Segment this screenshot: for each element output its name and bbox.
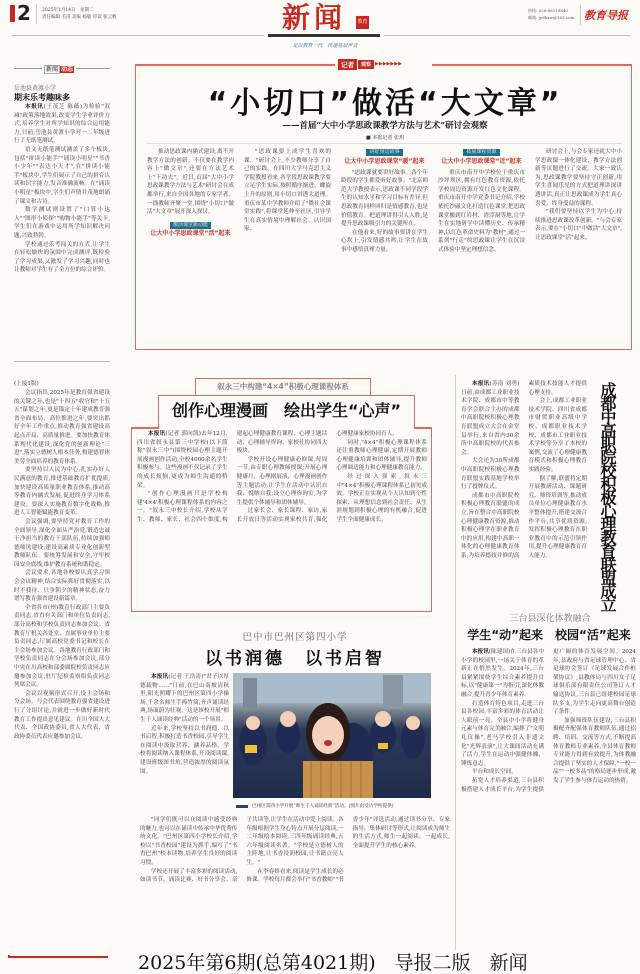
section-subhead	[341, 148, 428, 166]
paragraph: 过家长会、家长课程、家访,家长开放日等活动实现家校共育,强化心理健康家校协同育人。	[236, 431, 398, 523]
paper-logo: 教育导报	[584, 9, 628, 22]
paragraph: 会上,成都工业职业技术学院、四川省成都市财贸职业高级中学校、成都职业技术学校、成都市工业职业技术学校等分享了本校的案例,交流了心理健康教育模式和积极心理教育实践经验。	[528, 398, 587, 473]
paragraph: 近年来,学校坚持以书润德、以书启智,积极打造书香校园,引导学生在阅读中汲取营养、涵养品格。学校将阅读纳入课程体系,开设阅读课,建设班级图书角,营造浓厚的阅读氛围。	[140, 725, 229, 775]
paragraph: "思政课就要讲好故事。各个年龄段的学生都爱听好故事。"北京师范大学教授表示,思政课不同学段学生的认知水平和学习目标有差异,但思政教育同样回归是情感教育,也是价值教育。把道理讲得引人入胜,是提升思政课吸引力的关键所在。	[341, 169, 428, 228]
bazhong-body	[140, 816, 450, 948]
paragraph: 本报讯(陈建国)在三台县各中小学的校园里,一场关于体育的革新正在悄然发生。2024年,三台县紧紧围绕学生综合素养提升目标,以"健康第一"为指引,深化体教融合,提升青少年体育素养。	[461, 649, 544, 698]
students-reading-illustration	[233, 673, 431, 798]
paragraph: 加强师资队伍建设,三台县积极配齐配强体育教师队伍,通过招聘、培训、交流等方式,不断提高体育教师专业素养,全县体育教师专业能力得到有效提升,为体教融合提供了坚实的人才保障,"一校一品""一校多品"的格局逐步形成,激发了学生参与体育运动的热情。	[553, 717, 636, 784]
xuyong-headline: 创作心理漫画 绘出学生“心声”	[171, 401, 402, 420]
feature-top-rule-right	[432, 64, 632, 66]
brief-body	[14, 103, 110, 358]
santai-kicker: 三台县深化体教融合	[509, 614, 591, 624]
paragraph: 学校开设心理健康必修课,每周一节,由专职心理教师授课;开展心理健康月、心理剧展演、心理漫画创作等主题活动,让学生在活动中认识自我、悦纳自我;设立心理咨询室,为学生提供个体辅导和团体辅导。	[236, 456, 328, 506]
tag-news: 新闻	[46, 66, 59, 73]
paragraph: "思政课要上成学生喜欢的课。"研讨会上,不少教师分享了自己的实践。在四川大学马克思主义学院教授看来,各学段思政课教学要立足学生实际,按照循序渐进、螺旋上升的原则,用小切口讲透大道理。重庆市某中学教师介绍了"微社会课堂实践",将课堂延伸至社区,引导学生在真实情境中理解社会、认识国家。	[244, 149, 331, 233]
paragraph: 打造体育特色项目,走进三台县各校园,丰富多彩的体育活动让人眼前一亮。全县中小学将健身元素与体育完美融合,编排了"文明礼仪操",老马学校引入非遗文化"光辉表演",让大课间活动充满了活力,学生在运动中强健体魄、锤炼意志。	[461, 700, 544, 767]
paragraph: 本报讯(王茂芝 陈薇)为检验"双减"政策落地效果,改变学生学业评价方式,培养学生对所学知识的综合运用能力,日前,岳池县黄渡小学对一二年级进行了无纸笔测试。	[14, 104, 110, 145]
brief-headline: 期末乐考趣味多	[14, 93, 70, 102]
feature-subtitle: ——首届“大中小学思政课教学方法与艺术”研讨会观察	[282, 121, 488, 131]
issue-footer: 2025年第6期(总第4021期) 导报二版 新闻	[138, 952, 528, 974]
paragraph: 要坚持以人民为中心,扎实办好人民满意的教育,推进基础教育扩优提质,加快建设高质量职业教育体系,推动高等教育内涵式发展,促进终身学习体系建设。要深入实施教育数字化战略,推进人工智能赋能教育变革。	[14, 467, 110, 517]
bazhong-kicker: 巴中市巴州区第四小学	[242, 632, 348, 643]
paragraph: "同学们既可以在阅读中感受经典的魅力,也可以在诵读中传承中华优秀传统文化。"巴州区第四小学校长介绍,学校以"书香校园"建设为抓手,编写了"书香巴州"校本读物,培养学生良好的阅读习惯。	[140, 817, 238, 866]
paragraph: 在李春娇看来,阅读是学生成长的必修课。学校每月都会举行"书香教师""书香少年"评选活动,通过读书分享、专家指导、集体研讨等形式,让阅读成为师生的生活方式,师生一起阅读、一起成长,全面提升学生的核心素养。	[246, 817, 450, 884]
page-number: 2	[17, 1, 31, 25]
bazhong-photo	[233, 673, 431, 798]
right-column-divider	[455, 375, 456, 950]
paragraph: 会议指出,2025年是教育强省建设的关键之年,也是"十四五"收官和"十五五"谋划之年,更是锚定十年建成教育强省全面布局、高位推进之年,要突出抓好全年工作重点,推动教育强省建设高起点开局、高质量推进。要加快教育体系现代化建设,深化党的创新理论"三进",落实立德树人根本任务,构建德智体美劳全面培养的教育体系。	[14, 390, 110, 465]
column-divider	[14, 361, 110, 362]
paragraph: 会议要求,各地各校要认真学习领会会议精神,结合实际抓好贯彻落实,以时不我待、只争朝夕的精神状态,奋力谱写教育强省建设新篇章。	[14, 570, 110, 603]
bazhong-lead	[140, 673, 229, 811]
hotline: 热线: 028-86119840	[528, 8, 568, 13]
feature-top-rule-left	[135, 64, 335, 66]
xuyong-step-left	[131, 427, 159, 429]
email: 邮箱: jydbxw@163.com	[528, 15, 575, 20]
santai-body	[461, 648, 636, 946]
section-tag: 激活课堂新动能	[170, 222, 211, 229]
header-rule-left	[12, 35, 264, 36]
divider	[580, 5, 581, 25]
editors-line: 责任编辑 毛哥 美编 杨敏 审读 张云帆	[42, 15, 117, 20]
paragraph: "我们要坚持以学生为中心,持续推进思政课改革创新。"与会专家表示,要在"小切口"中做活"大文章",让思政课堂"活"起来。	[535, 209, 622, 241]
section-title: 新闻	[282, 1, 347, 34]
section-title: 让大中小学思政课堂“活”起来	[150, 230, 231, 238]
tag-dynamics: 动态	[61, 66, 74, 73]
paragraph: 本报讯(记者 郭向凯)去年12月,四川省叙永县第三中学校(以下简称"叙永三中")围绕校园心理主题开展漫画创作活动,全校4000余名学生积极参与。这些漫画不仅记录了学生的成长烦恼,更成为师生沟通的桥梁。	[137, 431, 228, 489]
header-rule-center	[268, 34, 380, 37]
section-tag: 讲好身边故事	[366, 149, 402, 156]
section-title: 让大中小学思政课堂“暖”起来	[344, 157, 425, 165]
santai-headline: 学生“动”起来 校园“活”起来	[467, 628, 631, 642]
brief-kicker: 岳池县黄渡小学	[14, 85, 57, 92]
feature-body	[147, 148, 622, 344]
paragraph: 全省各市(州)教育行政部门主要负责同志,省直有关部门和单位负责同志,部分高校和学校负责同志参加会议。省教育厅机关各处室、直属事业单位主要负责同志,厅属高校党委书记和校长在主会场参加会议。各地教育行政部门和学校负责同志在分会场参加会议,部分中央在川高校和部委属院校负责同志应邀参加会议,驻厅纪检监察组负责同志列席会议。	[14, 604, 110, 689]
continued-label: (上接1版)	[14, 381, 39, 387]
paragraph: 学校通过乐考闯关的方式,让学生在轻松愉快的氛围中完成测评,既检验了学习成果,又激发了学习兴趣,同时也让教师对学生有了全方位的综合评价。	[14, 241, 110, 274]
paragraph: 研讨会上,与会专家还就大中小学思政课一体化建设、教学方法创新等议题进行了交流。大家一致认为,思政课教学要坚持守正创新,用学生喜闻乐见的方式把道理讲深讲透讲活,真正让思政课成为学生真心喜爱、终身受益的课程。	[535, 149, 622, 207]
paragraph: 推动思政课内涵式建设,离不开教学方法的创新。不仅要在教学内容上"做文章",还要在方法艺术上"下功夫"。近日,首届"大中小学思政课教学方法与艺术"研讨会在成都举行,来自全国各地的专家学者、一线教师齐聚一堂,围绕"小切口"做活"大文章"展开深入探讨。	[147, 149, 234, 216]
paragraph: 同时,"4×4"积极心理课程体系还注重教师心理健康,定期开展教师心理健康培训和团体辅导,提升教师心理调适能力和心理健康教育能力。	[336, 439, 427, 472]
section-tag: 拓展课程资源	[463, 149, 499, 156]
page-number-badge	[10, 5, 15, 22]
continued-body	[14, 389, 110, 949]
photo-caption: 巴州区第四小学开展“师生千人诵读经典”活动。(图片由受访学校提供)	[252, 804, 394, 809]
chengdu-headline: 成都中高职院校积极心理教育联盟成立	[598, 382, 617, 610]
header-rule-right	[384, 35, 630, 36]
chengdu-body	[461, 380, 587, 590]
caption-marker	[236, 805, 248, 808]
xuyong-step-right	[414, 427, 432, 429]
paragraph: 据了解,联盟将定期开展教研活动、课题研究、师资培训等,推动成员单位心理健康教育水平整体提升,搭建交流合作平台,共享优质资源,发挥积极心理教育在职业教育中的示范引领作用,提升心理健康教育育人能力。	[528, 475, 587, 559]
paragraph: 成都市中高职院校积极心理教育联盟的成立,旨在整合中高职院校心理健康教育资源,推动积极心理学在职业教育中的应用,构建中高职一体化的心理健康教育体系,为培养德技并修的高素质技术技能人才提供心理支持。	[461, 381, 587, 559]
divider	[36, 4, 37, 24]
byline-rule	[147, 143, 622, 144]
paragraph: 在他看来,好的故事要讲在学生心坎上,引发情感共鸣,让学生在故事中感悟真理力量。	[341, 229, 428, 253]
feature-headline: “小切口”做活“大文章”	[207, 86, 563, 121]
paragraph: 本报讯(记者 王浩涛)"君子以厚德载物……"日前,在巴山南坡清秋里,阳光照耀下的巴州区第四小学操场,千余名师生手捧竹简,齐声诵读经典,场面蔚为壮观。这是该校开展"师生千人诵读经典"活动的一个场景。	[140, 674, 229, 723]
xuyong-kicker: 叙永三中构建“4×4”积极心理课程体系	[217, 382, 349, 391]
paragraph: 经过深入探索,叙永三中"4×4"积极心理课程体系已初见成效。学校正在实现从个人认知到个性探索、从理想信念到社会责任、从生涯规划到积极心理的有机融合,促进学生全面健康成长。	[336, 473, 427, 523]
xuyong-body	[137, 430, 427, 608]
kicker-reporter: 记者	[338, 59, 357, 70]
slogan: 足以教育一代 传递基层声音	[292, 43, 358, 49]
feature-kicker	[338, 59, 402, 69]
paragraph: 语文无纸笔测试涵盖了多个板块,包括"拼读小能手""诵读小明星""书香小少年""表达小天才",在"拼读小能手"板块中,学生们展示了自己的拼音认读和识字能力,发音准确流畅。在"诵读小明星"板块中,学生们声情并茂地朗诵了课文和古诗。	[14, 146, 110, 205]
issue-date: 2025年1月14日 星期二	[42, 8, 94, 13]
paragraph: 拓宽人才培养渠道,三台县积极搭建人才成长平台,为学生提供更广阔的体育发展空间。2024年,县政府与省足球管理中心、省足球协会签订《足球发展合作框架协议》,县教体局与四川女子足球俱乐部有限责任公司签订人才输送协议,三台县已组建校园足球队多支,为学生走向更高舞台创造了条件。	[461, 649, 636, 793]
end-mark	[8, 955, 108, 958]
paragraph: 会议强调,要坚持党对教育工作的全面领导,深化全面从严治党,锻造忠诚干净担当的教育干部队伍,持续加强师德师风建设,建设高素质专业化创新型教师队伍。要统筹发展和安全,守牢校园安全底线,维护教育系统和谐稳定。	[14, 518, 110, 568]
paragraph: 平台和成长空间。	[472, 769, 517, 776]
section-title: 让大中小学思政课堂“近”起来	[441, 157, 522, 165]
paragraph: 重庆市南开中学校位于重庆市沙坪坝区,拥有红色教育资源,依托学校周边资源开发红色文化课程。重庆市南开中学党委书记介绍,学校依托沙磁文化打造红色课堂,把思政课堂搬到红岩村、渣滓洞等地,让学生在实地研学中读懂历史、传承精神,以红色革命史料为"教材",通过一系列"行走"的思政课让学生在沉浸式体验中坚定理想信念。	[438, 169, 526, 253]
paragraph: 会议以视频形式召开,设主会场和分会场。与会代表围绕教育强省建设进行了分组讨论,并就进一步做好新时代教育工作提出意见建议。在川全国人大代表、全国政协委员,省人大代表、省政协委员代表应邀参加会议。	[14, 690, 110, 740]
paragraph: "创作心理漫画只是学校构建'4×4'积极心理课程体系的内容之一。"叙永三中校长介绍,学校从学生、教师、家长、社会四个维度,构建起心理健康教育课程、心理主题活动、心理辅导咨询、家校社协同四大板块。	[137, 431, 328, 523]
paragraph: 本报讯(苏南 刘勇)日前,由成都工业职业技术学院、成都市中等教育学会联合主办的成都中高职院校积极心理教育联盟成立大会在金堂县举行,来自省内30余所中高职院校的代表参会。	[461, 381, 520, 456]
brief-tag	[42, 64, 76, 73]
section-seal: 教育	[356, 16, 369, 29]
section-subhead	[147, 221, 234, 239]
paragraph: 大会还为30所成都中高职院校积极心理教育联盟实践基地学校举行了授牌仪式。	[461, 458, 520, 491]
kicker-observe: 观察	[358, 60, 374, 69]
arrows-icon: ▶▶▶▶▶▶▶	[375, 61, 402, 67]
feature-byline: ■ 本报记者 张玥	[366, 135, 404, 141]
paragraph: 学校还开展了丰富多彩的阅读活动,如读书节、诵读比赛、好书分享会、亲子共读等,让学生在活动中爱上阅读。各年级根据学生身心特点开展分层阅读,一二年级绘本阅读,三四年级诵读经典,五六年级阅读名著。"学校是立德树人的主阵地,让书香浸润校园,让书籍点亮人生。"	[140, 817, 344, 884]
paragraph: 数学测试则设置了"口算小达人""图形小侦探""购物小能手"等关卡,学生们在游戏中运用所学知识解决问题,兴致勃勃。	[14, 207, 110, 239]
bazhong-headline: 以书润德 以书启智	[205, 649, 385, 669]
section-subhead	[438, 148, 525, 166]
